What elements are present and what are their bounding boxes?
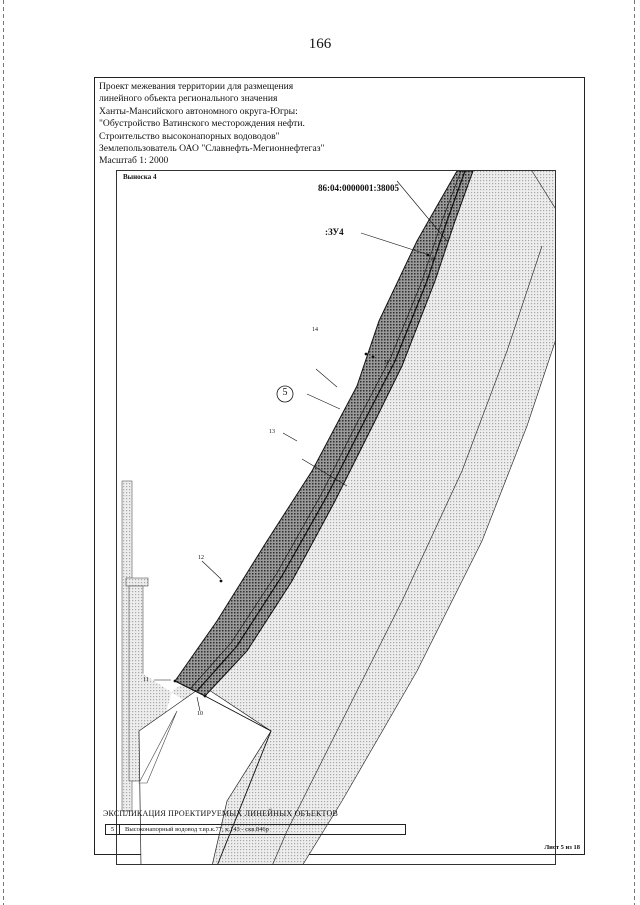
explication-row: [105, 824, 406, 835]
point-label-8: 8: [431, 257, 434, 263]
page-number: 166: [308, 36, 332, 52]
right-scan-edge: [634, 0, 635, 905]
object-number-label: 5: [282, 387, 288, 398]
left-hatch-strip: [126, 578, 148, 586]
title-line: линейного объекта регионального значения: [99, 93, 278, 105]
map-callout-frame: [116, 170, 556, 865]
leader-line: [202, 561, 221, 579]
point-label-14: 14: [312, 327, 318, 333]
drawing-sheet: [94, 77, 585, 855]
vertex-point: [204, 695, 207, 698]
title-line: Строительство высоконапорных водоводов": [99, 130, 280, 142]
vertex-point: [365, 353, 368, 356]
cadastral-number-label: 86:04:0000001:38005: [318, 183, 399, 193]
vertex-point: [372, 356, 375, 359]
leader-line: [307, 394, 340, 409]
point-label-10: 10: [197, 711, 203, 717]
callout-label: Выноска 4: [123, 173, 157, 181]
explication-title: ЭКСПЛИКАЦИЯ ПРОЕКТИРУЕМЫХ ЛИНЕЙНЫХ ОБЪЕКТОВ: [103, 809, 339, 818]
title-line: Ханты-Мансийского автономного округа-Югры:: [99, 105, 298, 117]
point-label-13: 13: [269, 429, 275, 435]
left-scan-edge: [3, 0, 4, 905]
title-block: [99, 81, 324, 168]
title-line: Землепользователь ОАО "Славнефть-Мегионнефтегаз": [99, 143, 325, 155]
point-label-11: 11: [143, 677, 149, 683]
vertex-point: [220, 580, 223, 583]
explication-row-text: Высоконапорный водовод т.вр.к.77, к.143 - скв.846р: [125, 826, 269, 833]
vertex-point: [427, 254, 430, 257]
leader-line: [283, 433, 297, 441]
point-label-9: 9: [385, 360, 388, 366]
point-label-12: 12: [198, 555, 204, 561]
map-drawing: [117, 171, 556, 865]
title-line: "Обустройство Ватинского месторождения нефти.: [99, 118, 305, 130]
title-line: Проект межевания территории для размещения: [99, 81, 294, 92]
leader-line: [316, 369, 337, 387]
scale-label: Масштаб 1: 2000: [99, 155, 169, 167]
vertex-point: [174, 680, 177, 683]
explication-row-number: 5: [106, 825, 120, 834]
sheet-label: Лист 5 из 18: [544, 844, 580, 851]
parcel-label: :ЗУ4: [325, 227, 344, 237]
